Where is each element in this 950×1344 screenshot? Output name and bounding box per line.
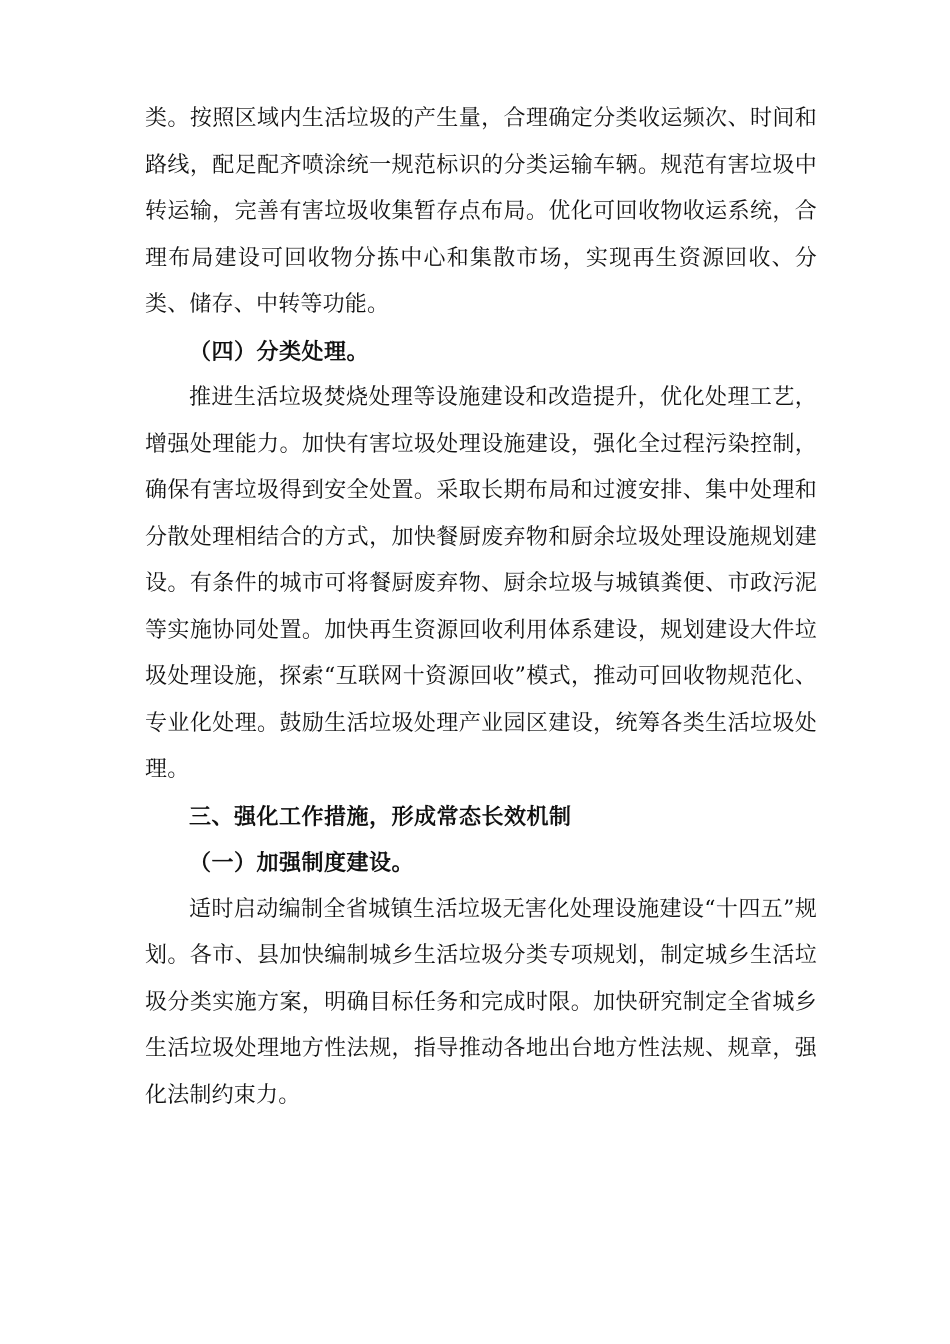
document-page [145,96,817,1119]
paragraph-system-building: 适时启动编制全省城镇生活垃圾无害化处理设施建设“十四五”规划。各市、县加快编制城乡生活垃圾分类专项规划，制定城乡生活垃圾分类实施方案，明确目标任务和完成时限。加快研究制定全省城乡生活垃圾处理地方性法规，指导推动各地出台地方性法规、规章，强化法制约束力。 [145,896,817,1108]
section-heading-system-building: （一）加强制度建设。 [189,850,415,876]
paragraph-collection-transport: 类。按照区域内生活垃圾的产生量，合理确定分类收运频次、时间和路线，配足配齐喷涂统一规范标识的分类运输车辆。规范有害垃圾中转运输，完善有害垃圾收集暂存点布局。优化可回收物收运系统，合理布局建设可回收物分拣中心和集散市场，实现再生资源回收、分类、储存、中转等功能。 [145,106,817,317]
section-heading-classified-treatment: （四）分类处理。 [189,338,370,365]
paragraph-treatment: 推进生活垃圾焚烧处理等设施建设和改造提升，优化处理工艺，增强处理能力。加快有害垃圾处理设施建设，强化全过程污染控制，确保有害垃圾得到安全处置。采取长期布局和过渡安排、集中处理和分散处理相结合的方式，加快餐厨废弃物和厨余垃圾处理设施规划建设。有条件的城市可将餐厨废弃物、厨余垃圾与城镇粪便、市政污泥等实施协同处置。加快再生资源回收利用体系建设，规划建设大件垃圾处理设施，探索“互联网十资源回收”模式，推动可回收物规范化、专业化处理。鼓励生活垃圾处理产业园区建设，统筹各类生活垃圾处理。 [145,385,817,782]
chapter-heading-measures: 三、强化工作措施，形成常态长效机制 [189,803,572,830]
